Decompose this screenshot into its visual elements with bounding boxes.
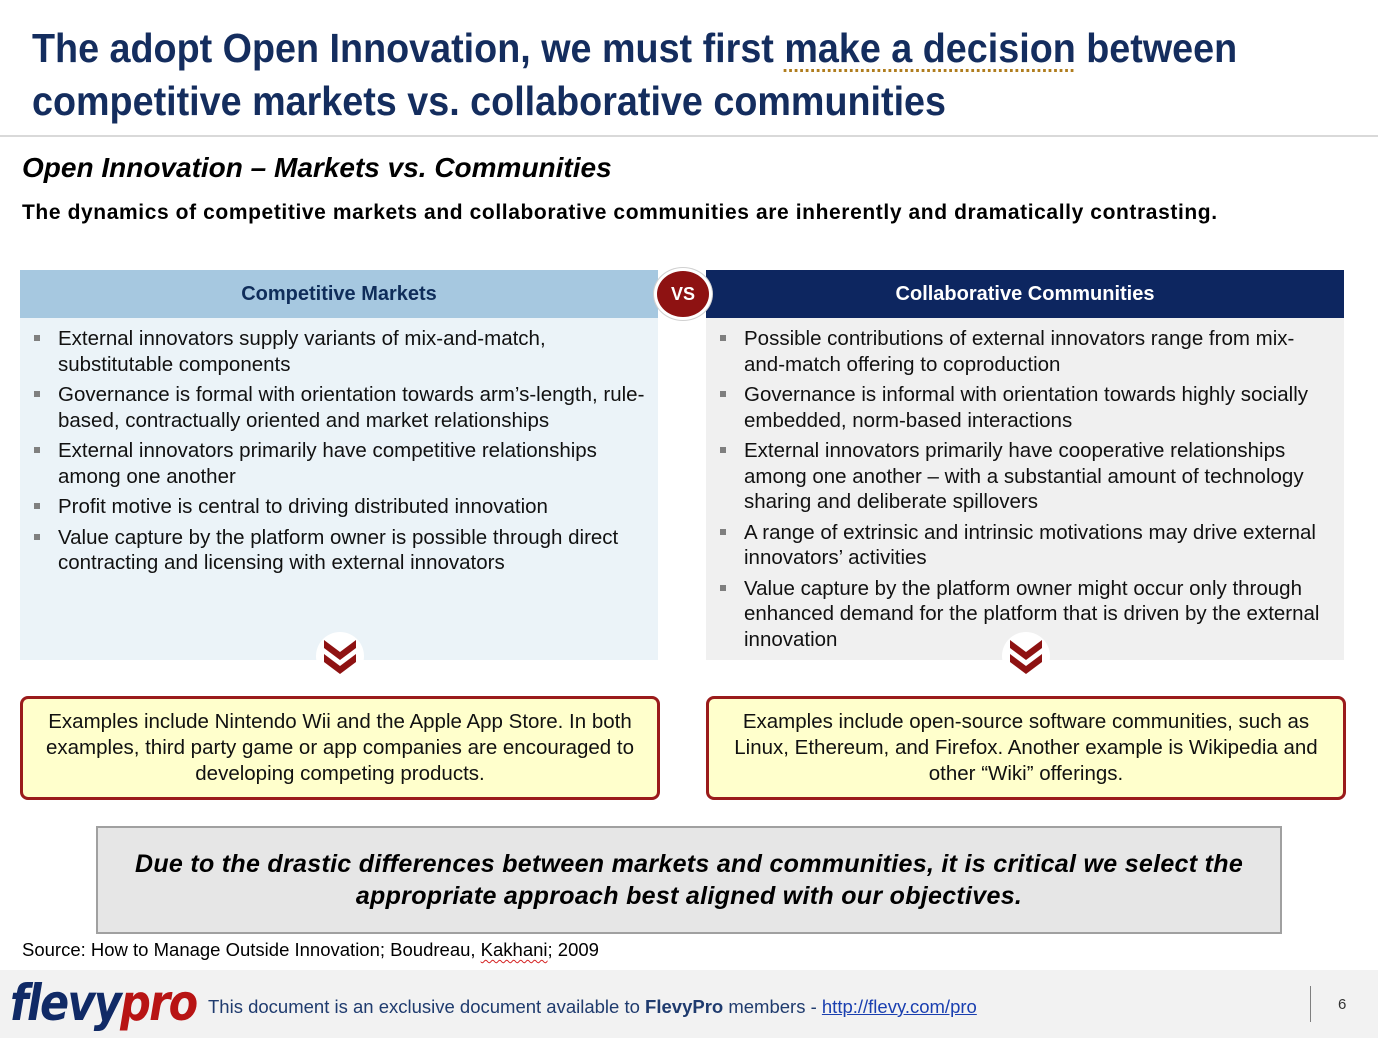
- bullet-icon: [34, 447, 40, 453]
- footer-divider: [1310, 986, 1311, 1022]
- list-item: Value capture by the platform owner might occur only through enhanced demand for the platform that is driven by the external innovation: [718, 576, 1334, 653]
- competitive-markets-body: [20, 318, 658, 660]
- double-chevron-down-icon: [316, 632, 364, 680]
- bullet-icon: [34, 391, 40, 397]
- competitive-markets-panel: [20, 270, 658, 660]
- lede-text: The dynamics of competitive markets and collaborative communities are inherently and dramatically contrasting.: [22, 201, 1218, 224]
- list-item: External innovators primarily have competitive relationships among one another: [32, 438, 648, 489]
- list-item: External innovators supply variants of mix-and-match, substitutable components: [32, 326, 648, 377]
- bullet-icon: [720, 391, 726, 397]
- footer: [0, 970, 1378, 1038]
- title-highlight: make a decision: [784, 25, 1076, 71]
- collaborative-communities-list: [718, 326, 1334, 652]
- collaborative-communities-body: [706, 318, 1344, 660]
- bullet-icon: [720, 529, 726, 535]
- vs-badge: VS: [654, 268, 712, 320]
- double-chevron-down-icon-svg: [320, 636, 360, 676]
- list-item: Possible contributions of external innovators range from mix-and-match offering to coproduction: [718, 326, 1334, 377]
- collaborative-communities-header: Collaborative Communities: [706, 270, 1344, 318]
- page-number: 6: [1338, 996, 1347, 1013]
- double-chevron-down-icon: [1002, 632, 1050, 680]
- double-chevron-down-icon-svg: [1006, 636, 1046, 676]
- bullet-icon: [34, 503, 40, 509]
- markets-example-box: Examples include Nintendo Wii and the Apple App Store. In both examples, third party game or app companies are encouraged to developing competing products.: [20, 696, 660, 800]
- slide-title: [32, 22, 1246, 128]
- section-subtitle: Open Innovation – Markets vs. Communities: [22, 152, 612, 183]
- bullet-icon: [720, 585, 726, 591]
- list-item: Governance is informal with orientation towards highly socially embedded, norm-based interactions: [718, 382, 1334, 433]
- list-item: A range of extrinsic and intrinsic motivations may drive external innovators’ activities: [718, 520, 1334, 571]
- footer-notice: This document is an exclusive document available to FlevyPro members - http://flevy.com/pro: [208, 996, 977, 1017]
- slide-title-line-2: competitive markets vs. collaborative communities: [32, 78, 947, 124]
- list-item: Governance is formal with orientation towards arm’s-length, rule-based, contractually oriented and market relationships: [32, 382, 648, 433]
- competitive-markets-list: [32, 326, 648, 576]
- source-citation: Source: How to Manage Outside Innovation; Boudreau, Kakhani; 2009: [22, 939, 599, 960]
- list-item: External innovators primarily have cooperative relationships among one another – with a substantial amount of technology sharing and deliberate spillovers: [718, 438, 1334, 515]
- collaborative-communities-panel: [706, 270, 1344, 660]
- bullet-icon: [720, 335, 726, 341]
- flevypro-logo: flevypro: [10, 974, 197, 1032]
- list-item: Value capture by the platform owner is possible through direct contracting and licensing with external innovators: [32, 525, 648, 576]
- slide-title-line-1: The adopt Open Innovation, we must first make a decision between: [32, 25, 1238, 71]
- flevypro-link[interactable]: http://flevy.com/pro: [821, 996, 977, 1017]
- conclusion-box: Due to the drastic differences between markets and communities, it is critical we select the appropriate approach best aligned with our objectives.: [96, 826, 1282, 934]
- bullet-icon: [720, 447, 726, 453]
- competitive-markets-header: Competitive Markets: [20, 270, 658, 318]
- title-divider: [0, 135, 1378, 137]
- list-item: Profit motive is central to driving distributed innovation: [32, 494, 648, 520]
- communities-example-box: Examples include open-source software communities, such as Linux, Ethereum, and Firefox. Another example is Wikipedia and other “Wiki” offerings.: [706, 696, 1346, 800]
- spellcheck-flagged-word: Kakhani: [480, 939, 548, 960]
- bullet-icon: [34, 335, 40, 341]
- bullet-icon: [34, 534, 40, 540]
